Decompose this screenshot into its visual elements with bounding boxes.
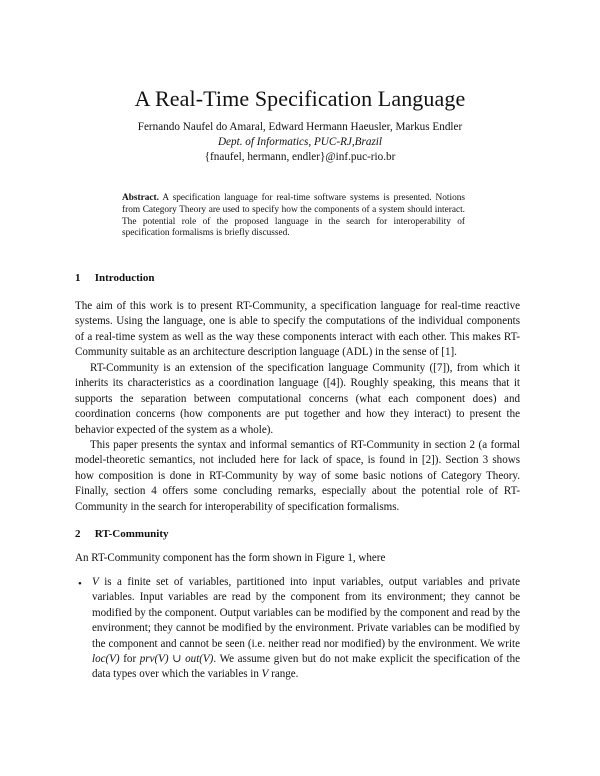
bullet-item-variables xyxy=(92,575,520,683)
section-1-heading xyxy=(75,272,154,284)
abstract-text: A specification language for real-time software systems is presented. Notions from Category Theory are used to specify how the components of a system should interact. The potential role of the proposed language in the search for interoperability of specification formalisms is briefly discussed. xyxy=(122,193,466,239)
bullet-text-1: is a finite set of variables, partitioned into input variables, output variables and private variables. Input variables are read by the component from its environment; they cannot be modified by the component. Output variables can be modified by the component and read by the environment; they cannot be modified by the environment. Private variables can be modified by the component and cannot be seen (i.e. neither read nor modified) by the environment. We write xyxy=(92,576,520,650)
paper-affiliation: Dept. of Informatics, PUC-RJ,Brazil xyxy=(217,136,383,148)
section-1-number: 1 xyxy=(75,272,81,284)
paper-title: A Real-Time Specification Language xyxy=(134,86,466,111)
abstract xyxy=(122,193,465,240)
bullet-text-4: range. xyxy=(268,668,299,681)
paper-authors: Fernando Naufel do Amaral, Edward Hermann Haeusler, Markus Endler xyxy=(137,121,463,133)
section-1-title: Introduction xyxy=(94,272,155,284)
intro-paragraph-2: RT-Community is an extension of the specification language Community ([7]), from which it inherits its characteristics as a coordination language ([4]). Roughly speaking, this means that it supports the separation between computational concerns (what each component does) and coordination concerns (how components are put together and how they interact) to present the behavior expected of the system as a whole). xyxy=(75,362,520,436)
abstract-label: Abstract. xyxy=(122,193,159,203)
paper-email: {fnaufel, hermann, endler}@inf.puc-rio.br xyxy=(204,151,396,163)
rt-community-paragraph-1: An RT-Community component has the form shown in Figure 1, where xyxy=(75,552,386,564)
math-v: V xyxy=(92,576,99,588)
math-loc-v: loc(V) xyxy=(92,653,120,666)
bullet-text-3: . We assume given but do not make explicit the specification of the data types over which the variables in xyxy=(92,653,521,681)
math-union: ∪ xyxy=(168,653,186,666)
section-2-heading xyxy=(75,528,169,540)
bullet-text-2: for xyxy=(119,653,140,666)
intro-paragraph-3: This paper presents the syntax and informal semantics of RT-Community in section 2 (a formal model-theoretic semantics, not included here for lack of space, is found in [2]). Section 3 shows how composition is done in RT-Community by way of some basic notions of Category Theory. Finally, section 4 offers some concluding remarks, especially about the potential role of RT-Community in the search for interoperability of specification formalisms. xyxy=(75,439,520,513)
section-2-title: RT-Community xyxy=(94,528,169,540)
math-prv-v: prv(V) xyxy=(139,653,169,666)
math-out-v: out(V) xyxy=(185,653,214,666)
math-v-2: V xyxy=(261,668,269,681)
bullet-icon: • xyxy=(78,578,82,590)
section-2-number: 2 xyxy=(75,528,81,540)
intro-paragraph-1: The aim of this work is to present RT-Community, a specification language for real-time reactive systems. Using the language, one is able to specify the computations of the individual components of a real-time system as well as the way these components interact with each other. This makes RT-Community suitable as an architecture description language (ADL) in the sense of [1]. xyxy=(75,300,520,359)
